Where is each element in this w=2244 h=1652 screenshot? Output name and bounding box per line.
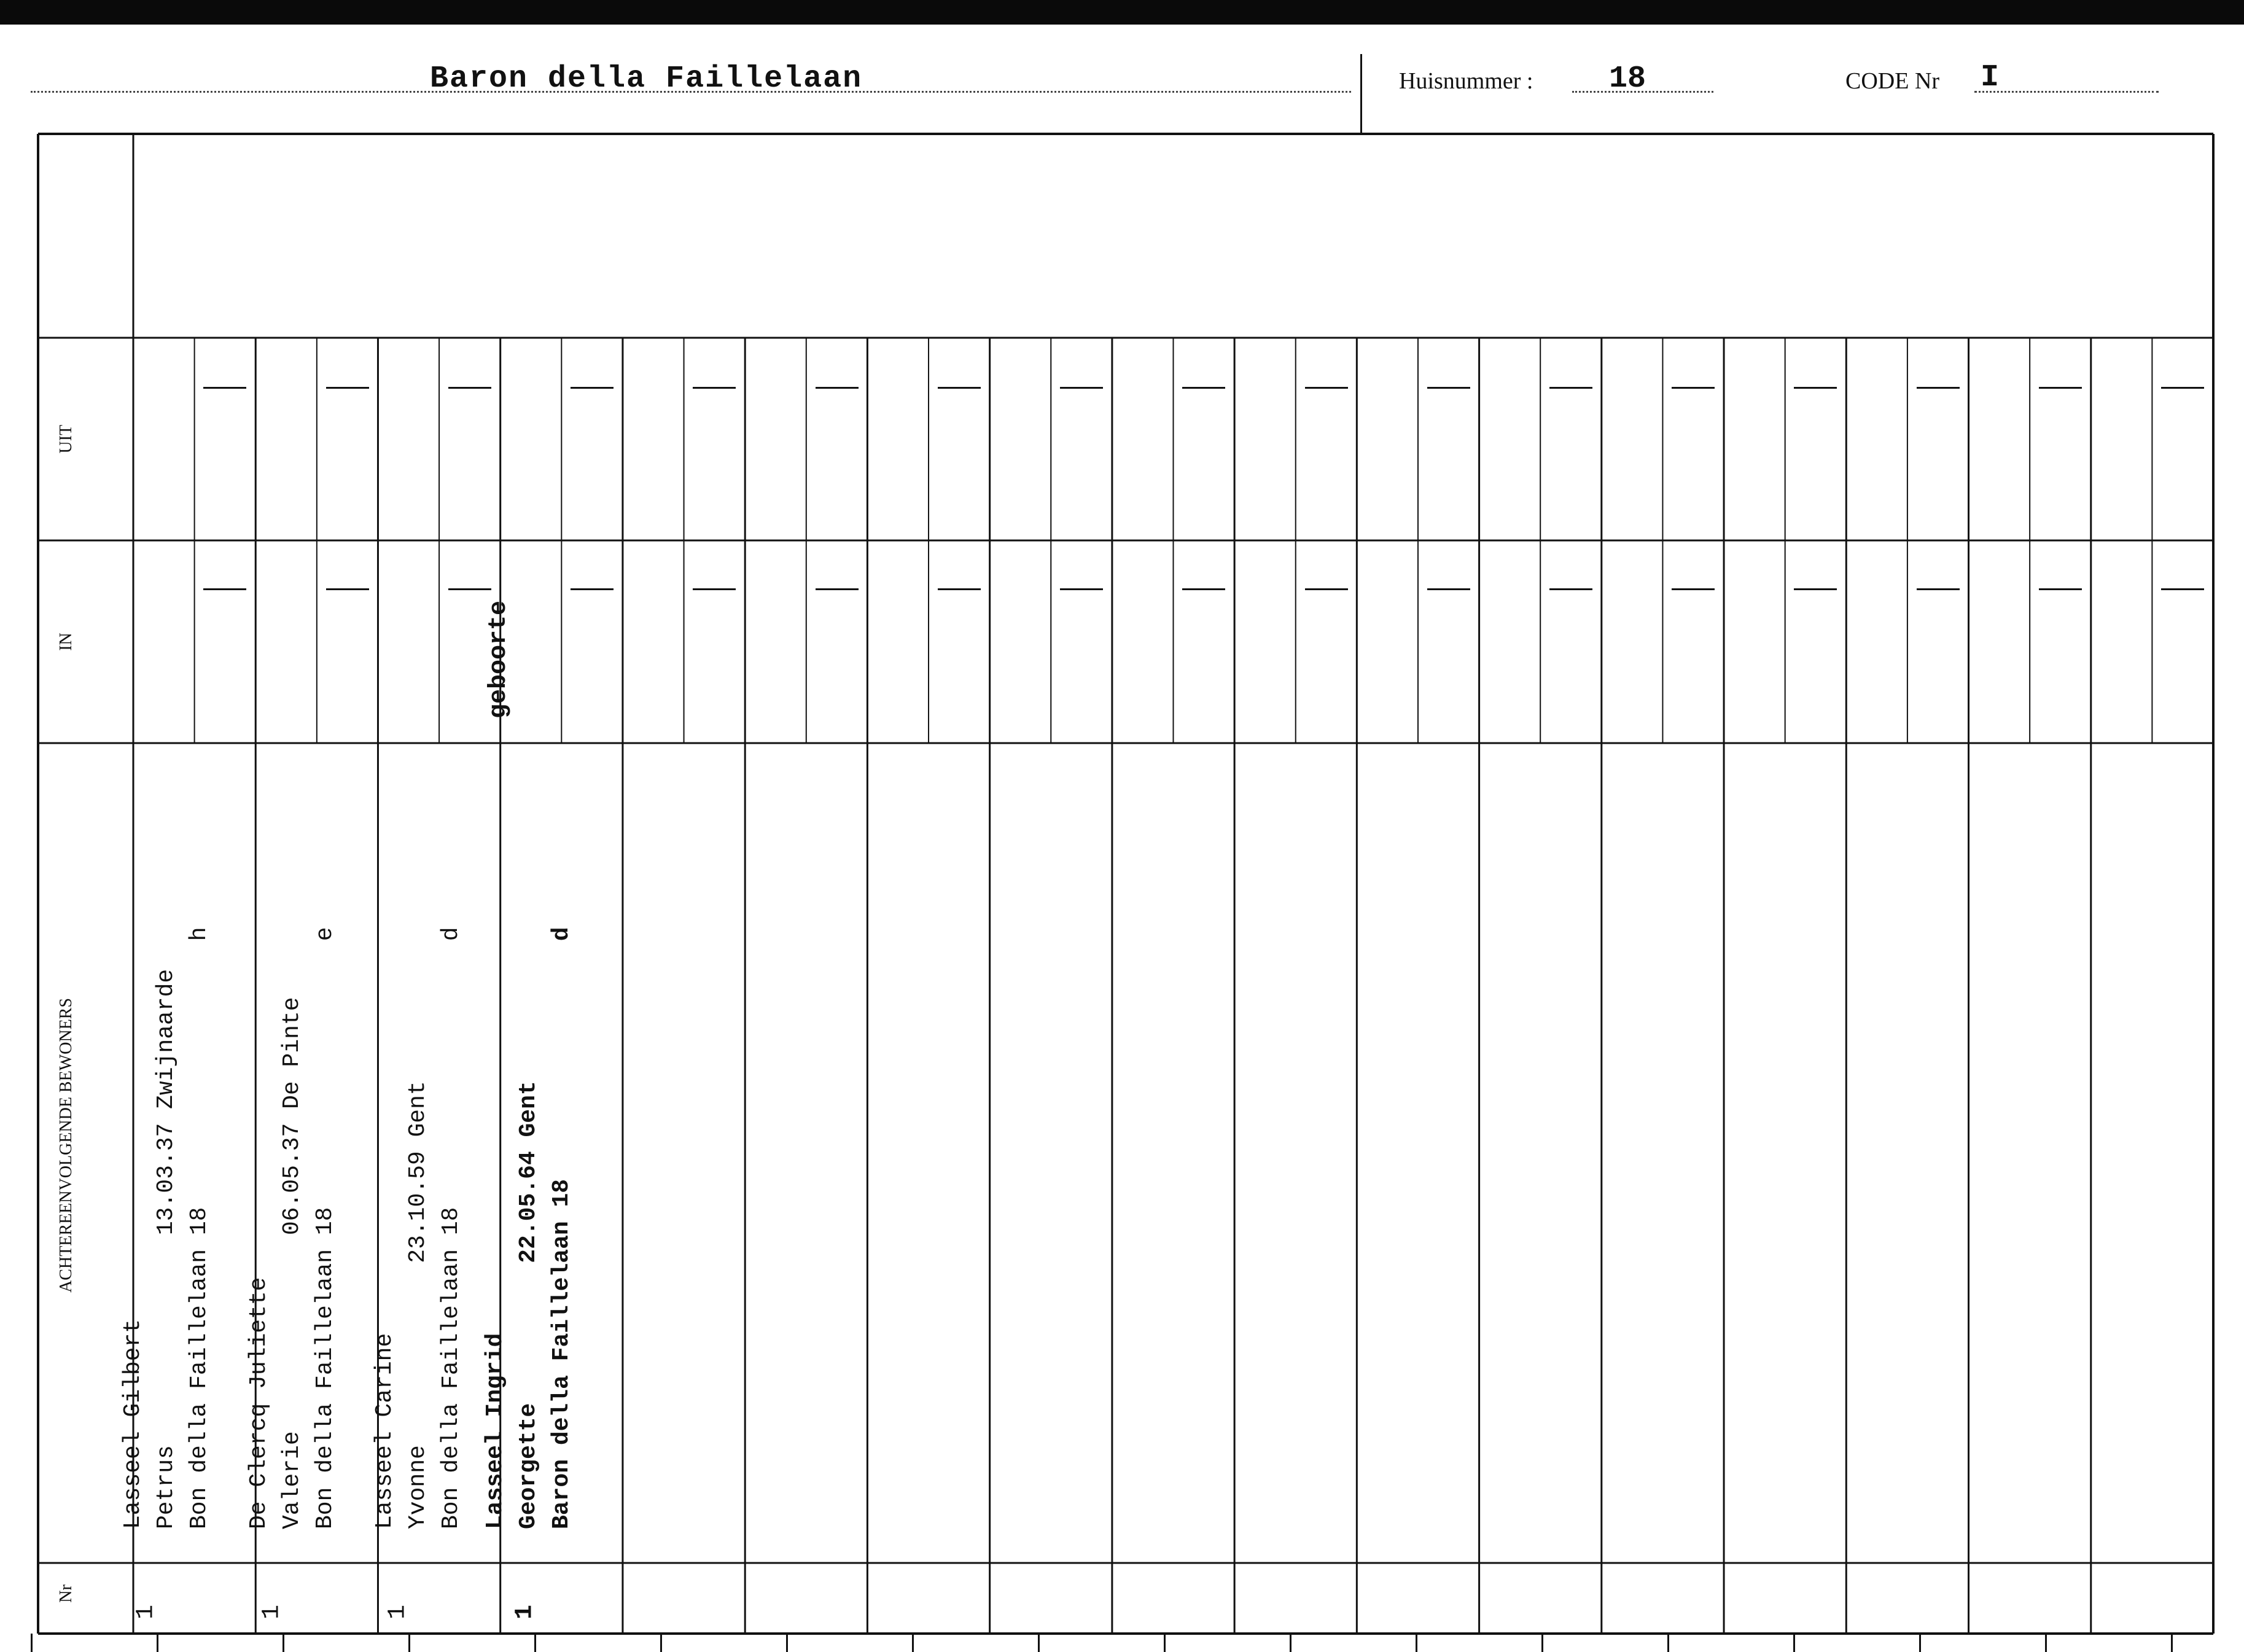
dash-mark bbox=[2161, 588, 2204, 590]
code-label: CODE Nr bbox=[1845, 68, 1940, 94]
dash-mark bbox=[1672, 387, 1715, 389]
dash-mark bbox=[1182, 387, 1225, 389]
bottom-tick bbox=[2171, 1634, 2173, 1652]
bottom-tick bbox=[2045, 1634, 2047, 1652]
dash-mark bbox=[571, 387, 614, 389]
dash-mark bbox=[1672, 588, 1715, 590]
dash-mark bbox=[1305, 387, 1348, 389]
bottom-tick bbox=[534, 1634, 536, 1652]
dash-mark bbox=[693, 588, 736, 590]
bottom-tick bbox=[1667, 1634, 1669, 1652]
dash-mark bbox=[1427, 588, 1470, 590]
nr-entry-4: 1 bbox=[511, 1604, 539, 1620]
dash-mark bbox=[1917, 387, 1960, 389]
row-label-in: IN bbox=[56, 633, 76, 651]
dash-mark bbox=[326, 387, 369, 389]
dash-mark bbox=[1060, 588, 1103, 590]
dash-mark bbox=[938, 588, 981, 590]
dash-mark bbox=[816, 588, 859, 590]
row-label-residents: ACHTEREENVOLGENDE BEWONERS bbox=[56, 998, 76, 1293]
dash-mark bbox=[326, 588, 369, 590]
dash-mark bbox=[571, 588, 614, 590]
bottom-tick bbox=[157, 1634, 158, 1652]
resident-entry-3: Lasseel Carine Yvonne 23.10.59 Gent Bon della Faillelaan 18 d bbox=[372, 927, 464, 1529]
in-entry-4: geboorte bbox=[485, 600, 513, 719]
street-name: Baron della Faillelaan bbox=[430, 61, 863, 96]
dash-mark bbox=[693, 387, 736, 389]
dash-mark bbox=[1549, 588, 1592, 590]
dash-mark bbox=[1427, 387, 1470, 389]
dash-mark bbox=[1794, 387, 1837, 389]
bottom-tick bbox=[660, 1634, 662, 1652]
nr-entry-2: 1 bbox=[258, 1604, 286, 1620]
dash-mark bbox=[203, 588, 246, 590]
house-number-value: 18 bbox=[1609, 61, 1646, 96]
dash-mark bbox=[2039, 588, 2082, 590]
bottom-tick bbox=[1541, 1634, 1543, 1652]
bottom-tick bbox=[1164, 1634, 1166, 1652]
dash-mark bbox=[816, 387, 859, 389]
dash-mark bbox=[1549, 387, 1592, 389]
bottom-tick bbox=[408, 1634, 410, 1652]
dash-mark bbox=[203, 387, 246, 389]
resident-entry-1: Lasseel Gilbert Petrus 13.03.37 Zwijnaarde Bon della Faillelaan 18 h bbox=[120, 927, 212, 1529]
row-label-nr: Nr bbox=[56, 1584, 76, 1603]
bottom-tick bbox=[786, 1634, 788, 1652]
dash-mark bbox=[2161, 387, 2204, 389]
bottom-tick bbox=[1038, 1634, 1040, 1652]
house-number-label: Huisnummer : bbox=[1399, 68, 1533, 94]
dash-mark bbox=[938, 387, 981, 389]
bottom-tick bbox=[31, 1634, 33, 1652]
dash-mark bbox=[1794, 588, 1837, 590]
dash-mark bbox=[448, 588, 491, 590]
dash-mark bbox=[1305, 588, 1348, 590]
nr-entry-1: 1 bbox=[132, 1604, 160, 1620]
dash-mark bbox=[1060, 387, 1103, 389]
dash-mark bbox=[1917, 588, 1960, 590]
bottom-tick bbox=[1793, 1634, 1795, 1652]
bottom-tick bbox=[282, 1634, 284, 1652]
bottom-tick bbox=[1416, 1634, 1417, 1652]
row-label-uit: UIT bbox=[56, 424, 76, 454]
dash-mark bbox=[1182, 588, 1225, 590]
bottom-tick bbox=[1290, 1634, 1291, 1652]
resident-entry-4: Lasseel Ingrid Georgette 22.05.64 Gent Baron della Faillelaan 18 d bbox=[482, 927, 575, 1529]
nr-entry-3: 1 bbox=[384, 1604, 412, 1620]
resident-entry-2: De Clercq Juliette Valerie 06.05.37 De Pinte Bon della Faillelaan 18 e bbox=[246, 927, 338, 1529]
dash-mark bbox=[448, 387, 491, 389]
dash-mark bbox=[2039, 387, 2082, 389]
code-value: I bbox=[1981, 60, 2000, 95]
bottom-tick bbox=[912, 1634, 914, 1652]
bottom-tick bbox=[1919, 1634, 1921, 1652]
